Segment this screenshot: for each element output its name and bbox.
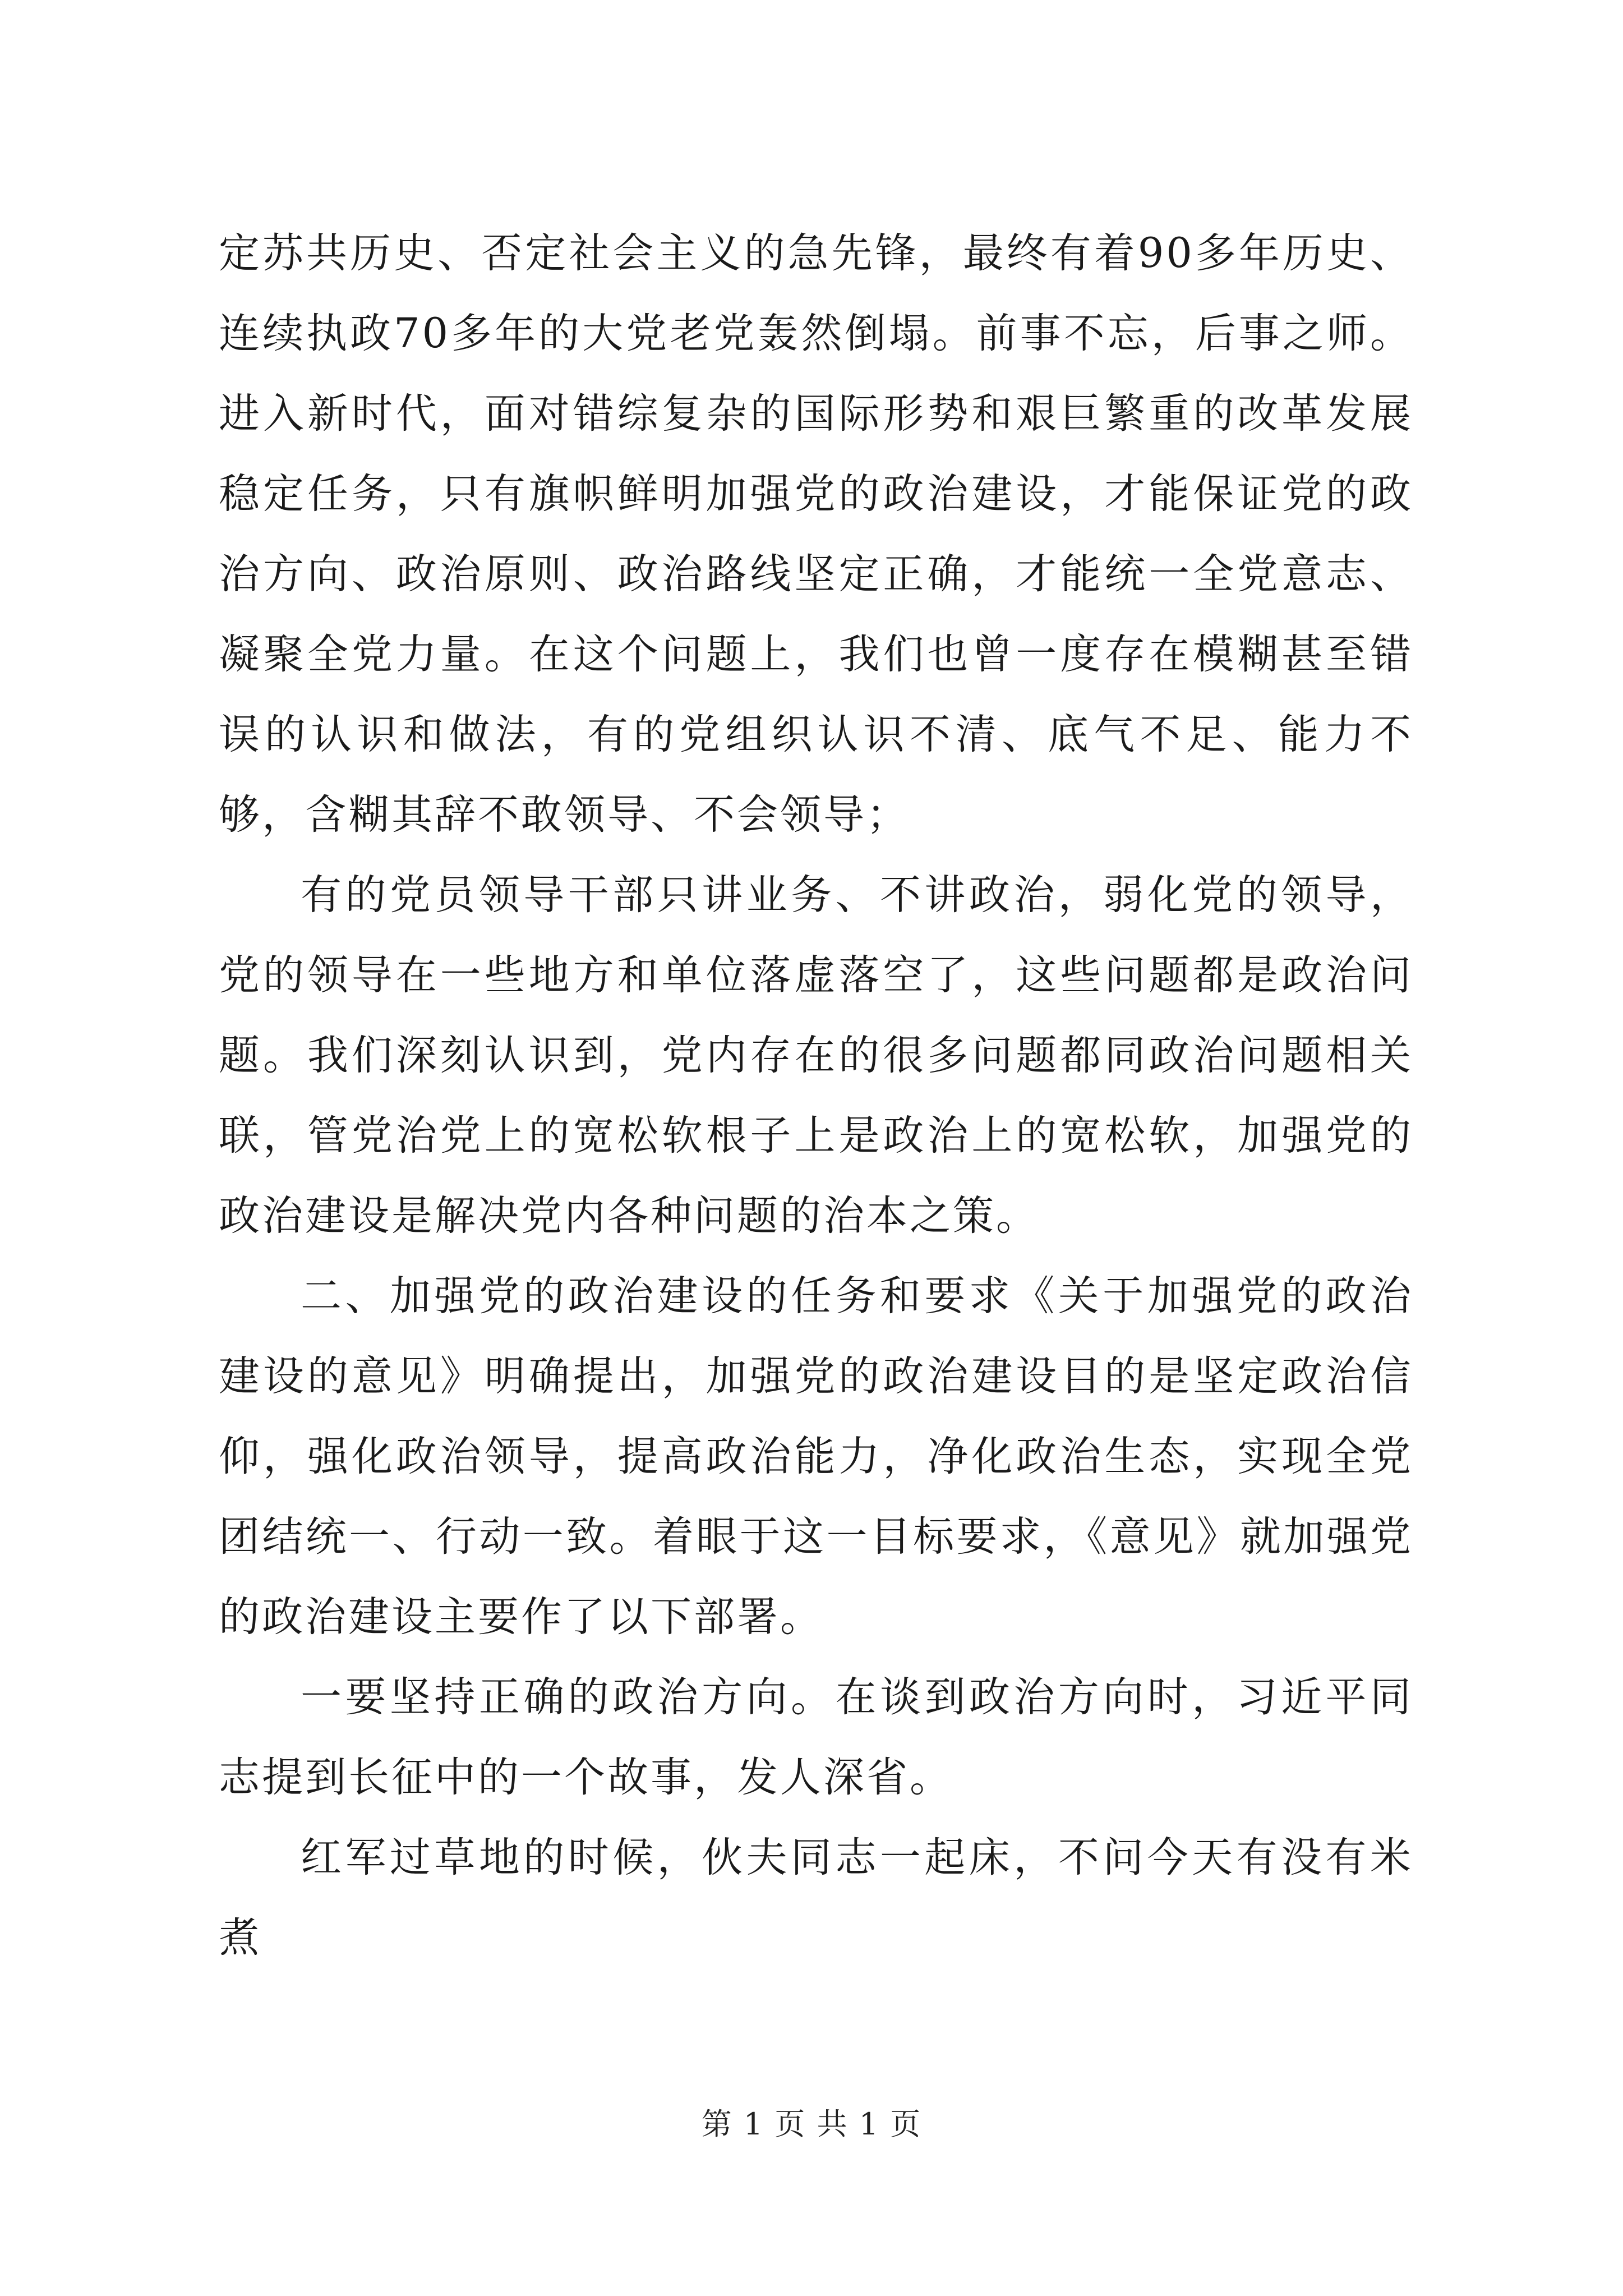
document-body	[219, 213, 1413, 1978]
paragraph-5: 红军过草地的时候，伙夫同志一起床，不问今天有没有米煮	[219, 1834, 1413, 1962]
page-number-footer: 第 1 页 共 1 页	[701, 2106, 922, 2142]
paragraph-2: 有的党员领导干部只讲业务、不讲政治，弱化党的领导，党的领导在一些地方和单位落虚落空了，这些问题都是政治问题。我们深刻认识到，党内存在的很多问题都同政治问题相关联，管党治党上的宽松软根子上是政治上的宽松软，加强党的政治建设是解决党内各种问题的治本之策。	[219, 871, 1413, 1240]
paragraph-1: 定苏共历史、否定社会主义的急先锋，最终有着90多年历史、连续执政70多年的大党老党轰然倒塌。前事不忘，后事之师。进入新时代，面对错综复杂的国际形势和艰巨繁重的改革发展稳定任务，只有旗帜鲜明加强党的政治建设，才能保证党的政治方向、政治原则、政治路线坚定正确，才能统一全党意志、凝聚全党力量。在这个问题上，我们也曾一度存在模糊甚至错误的认识和做法，有的党组织认识不清、底气不足、能力不够，含糊其辞不敢领导、不会领导；	[219, 229, 1413, 839]
paragraph-4: 一要坚持正确的政治方向。在谈到政治方向时，习近平同志提到长征中的一个故事，发人深省。	[219, 1673, 1413, 1801]
paragraph-3: 二、加强党的政治建设的任务和要求《关于加强党的政治建设的意见》明确提出，加强党的政治建设目的是坚定政治信仰，强化政治领导，提高政治能力，净化政治生态，实现全党团结统一、行动一致。着眼于这一目标要求，《意见》就加强党的政治建设主要作了以下部署。	[219, 1272, 1413, 1641]
